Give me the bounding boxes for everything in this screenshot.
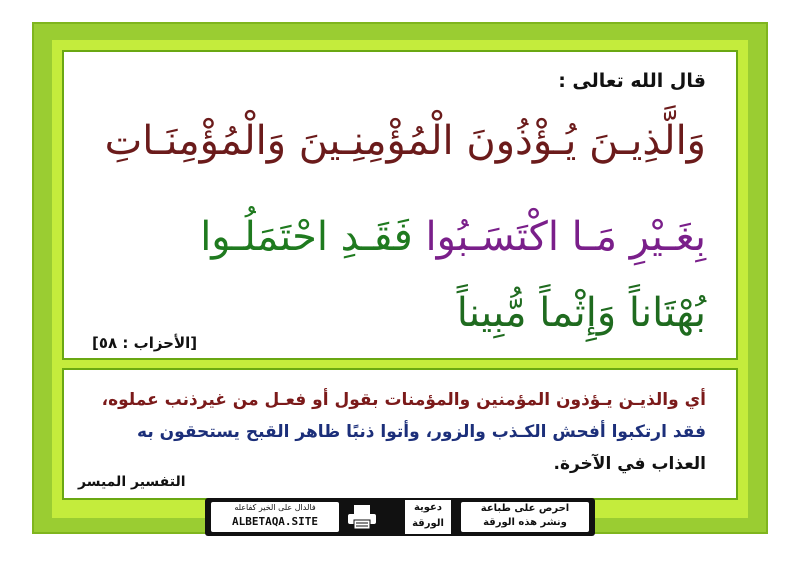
verse-reference: [الأحزاب : ٥٨] [92,334,198,352]
tafsir-panel [62,368,738,500]
verse-panel [62,50,738,360]
tafsir-line-2: فقد ارتكبوا أفحش الكـذب والزور، وأتوا ذنبًا ظاهر القبح يستحقون به [137,422,706,442]
verse-line-2-part-2: فَقَـدِ احْتَمَلُـوا [200,214,413,260]
tafsir-source: التفسير الميسر [78,474,186,490]
brand-logo [405,500,451,534]
footer-site-box[interactable] [211,502,339,532]
tafsir-line-3: العذاب في الآخرة. [553,454,706,474]
verse-line-3: بُهْتَاناً وَإِثْماً مُّبِيناً [456,290,706,336]
footer-print-note [461,502,589,532]
verse-intro: قال الله تعالى : [558,70,706,92]
verse-line-2-part-1: بِغَـيْرِ مَـا اكْتَسَـبُوا [425,214,706,260]
verse-line-2 [200,214,706,260]
footer-site-link[interactable]: ALBETAQA.SITE [231,515,319,528]
footer-bar [205,498,595,536]
footer-slogan: فالدال على الخير كفاعله [234,503,316,512]
brand-logo-line-2: الورقة [412,518,444,529]
tafsir-line-1: أي والذيـن يـؤذون المؤمنين والمؤمنات بقول أو فعـل من غيرذنب عملوه، [101,390,706,410]
brand-logo-line-1: دعوية [413,502,443,513]
footer-print-line-1: احرص على طباعة [480,503,570,514]
verse-line-1: وَالَّذِيـنَ يُـؤْذُونَ الْمُؤْمِنِـينَ وَالْمُؤْمِنَـاتِ [104,118,706,164]
printer-icon [347,504,377,530]
footer-print-line-2: ونشر هذه الورقة [483,517,567,528]
